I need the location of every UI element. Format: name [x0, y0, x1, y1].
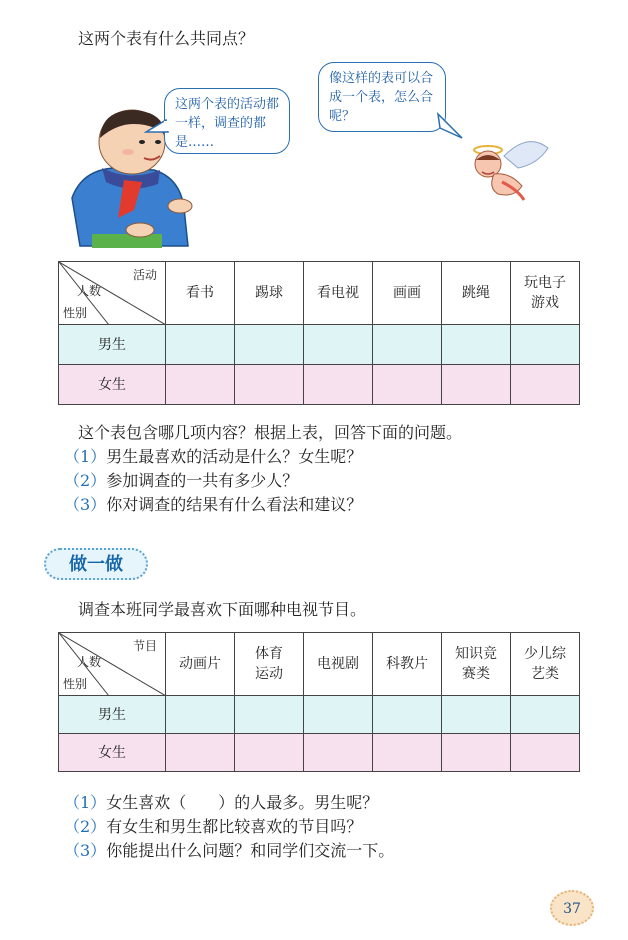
question-3 [64, 838, 394, 861]
question-number: （1） [64, 447, 107, 466]
table-cell [373, 734, 442, 772]
row-header: 男生 [59, 325, 166, 365]
corner-label-rows: 性别 [63, 677, 88, 691]
table-cell [373, 325, 442, 365]
table-cell [304, 365, 373, 405]
corner-label-count: 人数 [77, 284, 102, 298]
table-cell [373, 696, 442, 734]
table-cell [511, 734, 580, 772]
corner-label-rows: 性别 [63, 306, 88, 320]
row-header: 女生 [59, 734, 166, 772]
tv-program-table [58, 632, 580, 772]
task-instruction: 调查本班同学最喜欢下面哪种电视节目。 [78, 600, 367, 619]
table-cell [304, 696, 373, 734]
table-header-row [59, 633, 580, 696]
table-corner-cell [59, 262, 166, 325]
activity-table [58, 261, 580, 405]
page-number: 37 [550, 890, 594, 926]
column-header: 跳绳 [442, 262, 511, 325]
speech-bubble-right-text: 像这样的表可以合成一个表，怎么合呢？ [329, 71, 434, 124]
angel-illustration [458, 138, 554, 208]
table-cell [166, 696, 235, 734]
column-header: 看电视 [304, 262, 373, 325]
table-header-row [59, 262, 580, 325]
table-cell [442, 325, 511, 365]
corner-label-columns: 节目 [132, 639, 157, 653]
table-row [59, 696, 580, 734]
column-header: 看书 [166, 262, 235, 325]
speech-bubble-left-text: 这两个表的活动都一样，调查的都是…… [175, 97, 280, 150]
table-cell [304, 734, 373, 772]
column-header: 科教片 [373, 633, 442, 696]
question-text: 男生最喜欢的活动是什么？女生呢？ [106, 447, 363, 466]
table-cell [511, 325, 580, 365]
question-text: 参加调查的一共有多少人？ [106, 471, 299, 490]
table-cell [235, 696, 304, 734]
column-header: 电视剧 [304, 633, 373, 696]
question-number: （3） [64, 495, 107, 514]
table-cell [442, 734, 511, 772]
table-cell [235, 365, 304, 405]
question-text: 你对调查的结果有什么看法和建议？ [106, 495, 363, 514]
column-header: 踢球 [235, 262, 304, 325]
table-cell [304, 325, 373, 365]
question-2 [64, 814, 362, 837]
table-cell [511, 365, 580, 405]
row-header: 女生 [59, 365, 166, 405]
section-title: 做一做 [44, 548, 148, 580]
question-text: 女生喜欢（ ）的人最多。男生呢？ [106, 793, 379, 812]
corner-label-columns: 活动 [132, 268, 157, 282]
column-header: 少儿综艺类 [511, 633, 580, 696]
table-cell [166, 365, 235, 405]
question-2 [64, 468, 298, 491]
question-text: 有女生和男生都比较喜欢的节目吗？ [106, 817, 363, 836]
corner-label-count: 人数 [77, 655, 102, 669]
speech-bubble-left [164, 88, 290, 154]
table-cell [235, 734, 304, 772]
question-number: （1） [64, 793, 107, 812]
question-number: （2） [64, 817, 107, 836]
question-text: 你能提出什么问题？和同学们交流一下。 [106, 841, 395, 860]
table-row [59, 365, 580, 405]
row-header: 男生 [59, 696, 166, 734]
table-cell [442, 696, 511, 734]
question-1 [64, 790, 378, 813]
column-header: 玩电子游戏 [511, 262, 580, 325]
table-cell [166, 325, 235, 365]
column-header: 画画 [373, 262, 442, 325]
table1-intro: 这个表包含哪几项内容？根据上表，回答下面的问题。 [78, 423, 463, 442]
column-header: 知识竞赛类 [442, 633, 511, 696]
intro-question: 这两个表有什么共同点？ [78, 29, 255, 48]
question-1 [64, 444, 362, 467]
table-cell [235, 325, 304, 365]
bubble-tail-left [144, 118, 170, 138]
table-cell [511, 696, 580, 734]
speech-bubble-right [318, 62, 446, 132]
question-number: （2） [64, 471, 107, 490]
table-cell [166, 734, 235, 772]
table-cell [442, 365, 511, 405]
table-row [59, 734, 580, 772]
question-number: （3） [64, 841, 107, 860]
question-3 [64, 492, 362, 515]
column-header: 体育运动 [235, 633, 304, 696]
table-row [59, 325, 580, 365]
column-header: 动画片 [166, 633, 235, 696]
table-corner-cell [59, 633, 166, 696]
table-cell [373, 365, 442, 405]
